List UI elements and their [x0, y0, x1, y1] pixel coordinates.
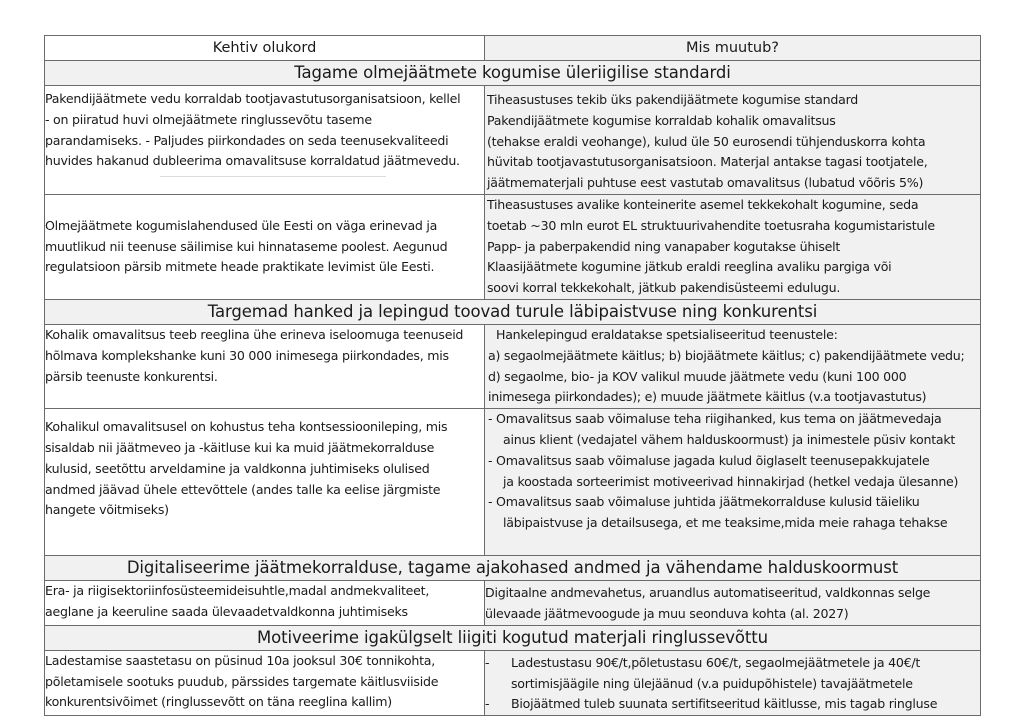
text-line: - on piiratud huvi olmejäätmete ringlussevõtu taseme: [45, 111, 372, 127]
current-state-cell: [45, 194, 485, 299]
section-row: [45, 625, 981, 650]
divider: [160, 176, 386, 177]
text-line: parandamiseks. - Paljudes piirkondades on seda teenusekvaliteedi: [45, 132, 449, 148]
text-line: a) segaolmejäätmete käitlus; b) biojäätmete käitlus; c) pakendijäätmete vedu;: [488, 347, 965, 363]
text-line: ja koostada sorteerimist motiveerivad hinnakirjad (hetkel vedaja ülesanne): [503, 473, 959, 489]
what-changes-cell: [485, 194, 981, 299]
section-title: Digitaliseerime jäätmekorralduse, tagame ajakohased andmed ja vähendame halduskoormust: [45, 556, 981, 581]
current-state-cell: [45, 409, 485, 556]
what-changes-cell: [485, 324, 981, 408]
table-row: [45, 409, 981, 556]
text-line: andmed jäävad ühele ettevõttele (andes talle ka eelise järgmiste: [45, 481, 441, 497]
text-line: Klaasijäätmete kogumine jätkub eraldi reeglina avaliku pargiga või: [487, 259, 892, 275]
text-line: Pakendijäätmete vedu korraldab tootjavastutusorganisatsioon, kellel: [45, 91, 461, 106]
text-line: pärsib teenuste konkurentsi.: [45, 368, 218, 384]
text-line: (tehakse eraldi veohange), kulud üle 50 eurosendi tühjenduskorra kohta: [487, 133, 926, 149]
text-line: põletamisele sootuks puudub, pärssides targemate käitlusviiside: [45, 673, 439, 689]
current-state-cell: [45, 86, 485, 195]
text-line: sisaldab nii jäätmeveo ja -käitluse kui ka muid jäätmekorralduse: [45, 439, 435, 455]
text-line: hangete võitmiseks): [45, 502, 169, 518]
text-line: - Omavalitsus saab võimaluse jagada kulud õiglaselt teenusepakkujatele: [488, 452, 930, 468]
section-title: Tagame olmejäätmete kogumise üleriigilise standardi: [45, 61, 981, 86]
table-row: [45, 650, 981, 715]
text-line: d) segaolme, bio- ja KOV valikul muude jäätmete vedu (kuni 100 000: [488, 368, 907, 384]
table-row: [45, 194, 981, 299]
text-line: Era- ja riigisektoriinfosüsteemideisuhtle,madal andmekvaliteet,: [45, 583, 430, 599]
what-changes-cell: [485, 650, 981, 715]
text-line: regulatsioon pärsib mitmete heade praktikate levimist üle Eesti.: [45, 259, 435, 275]
text-line: Tiheasustuses tekib üks pakendijäätmete kogumise standard: [487, 92, 859, 107]
text-line: kulusid, seetõttu arveldamine ja valdkonna juhtimiseks olulised: [45, 460, 430, 476]
text-line: Biojäätmed tuleb suunata sertifitseeritud käitlusse, mis tagab ringluse: [511, 696, 938, 712]
text-line: konkurentsivõimet (ringlussevõtt on täna reeglina kallim): [45, 694, 392, 710]
text-line: - Omavalitsus saab võimaluse juhtida jäätmekorralduse kulusid täieliku: [488, 494, 920, 510]
what-changes-cell: [485, 86, 981, 195]
text-line: Hankelepingud eraldatakse spetsialiseeritud teenustele:: [496, 326, 838, 342]
what-changes-cell: [485, 581, 981, 626]
text-line: toetab ~30 mln eurot EL struktuurivahendite toetusraha kogumistaristule: [487, 217, 935, 233]
text-line: inimesega piirkondades); e) muude jäätmete käitlus (v.a tootjavastutus): [488, 389, 927, 405]
text-line: Papp- ja paberpakendid ning vanapaber kogutakse ühiselt: [487, 238, 841, 254]
text-line: huvides hakanud dubleerima omavalitsuse korraldatud jäätmevedu.: [45, 153, 460, 169]
text-line: muutlikud nii teenuse säilimise kui hinnataseme poolest. Aegunud: [45, 238, 448, 254]
text-line: sortimisjäägile ning ülejäänud (v.a puidupõhistele) tavajäätmetele: [511, 675, 913, 691]
section-title: Targemad hanked ja lepingud toovad turule läbipaistvuse ning konkurentsi: [45, 299, 981, 324]
header-what-changes: Mis muutub?: [485, 36, 981, 61]
text-line: - Omavalitsus saab võimaluse teha riigihanked, kus tema on jäätmevedaja: [488, 411, 942, 427]
table-row: [45, 324, 981, 408]
text-line: Pakendijäätmete kogumise korraldab kohalik omavalitsus: [487, 112, 836, 128]
current-state-cell: [45, 650, 485, 715]
header-current-state: Kehtiv olukord: [45, 36, 485, 61]
text-line: Ladestamise saastetasu on püsinud 10a jooksul 30€ tonnikohta,: [45, 652, 435, 668]
text-line: ülevaade jäätmevoogude ja muu seonduva kohta (al. 2027): [485, 605, 849, 621]
bullet-item: [485, 653, 980, 674]
text-line: Kohalikul omavalitsusel on kohustus teha kontsessioonileping, mis: [45, 419, 448, 435]
bullet-dash: -: [485, 654, 490, 670]
text-line: aeglane ja keeruline saada ülevaadetvaldkonna juhtimiseks: [45, 603, 408, 619]
text-line: Kohalik omavalitsus teeb reeglina ühe erineva iseloomuga teenuseid: [45, 326, 464, 342]
text-line: soovi korral tekkekohalt, jätkub pakendisüsteemi edulugu.: [487, 280, 841, 296]
text-line: Ladestustasu 90€/t,põletustasu 60€/t, segaolmejäätmetele ja 40€/t: [511, 654, 921, 670]
table-row: [45, 581, 981, 626]
text-line: hüvitab tootjavastutusorganisatsioon. Materjal antakse tagasi tootjatele,: [487, 154, 928, 170]
current-state-cell: [45, 581, 485, 626]
table-row: [45, 86, 981, 195]
header-row: [45, 36, 981, 61]
text-line: Olmejäätmete kogumislahendused üle Eesti on väga erinevad ja: [45, 217, 438, 233]
bullet-dash: -: [485, 696, 490, 712]
section-row: [45, 61, 981, 86]
what-changes-cell: [485, 409, 981, 556]
comparison-table: [44, 35, 981, 716]
section-row: [45, 556, 981, 581]
current-state-cell: [45, 324, 485, 408]
text-line: Tiheasustuses avalike konteinerite asemel tekkekohalt kogumine, seda: [487, 196, 919, 212]
text-line: ainus klient (vedajatel vähem halduskoormust) ja inimestele püsiv kontakt: [503, 431, 956, 447]
text-line: läbipaistvuse ja detailsusega, et me teaksime,mida meie rahaga tehakse: [503, 515, 948, 531]
bullet-item: [485, 694, 980, 715]
text-line: jäätmematerjali puhtuse eest vastutab omavalitsus (lubatud võõris 5%): [487, 175, 924, 191]
section-title: Motiveerime igakülgselt liigiti kogutud materjali ringlussevõttu: [45, 625, 981, 650]
section-row: [45, 299, 981, 324]
text-line: hõlmava komplekshanke kuni 30 000 inimesega piirkondades, mis: [45, 347, 449, 363]
text-line: Digitaalne andmevahetus, aruandlus automatiseeritud, valdkonnas selge: [485, 585, 931, 601]
